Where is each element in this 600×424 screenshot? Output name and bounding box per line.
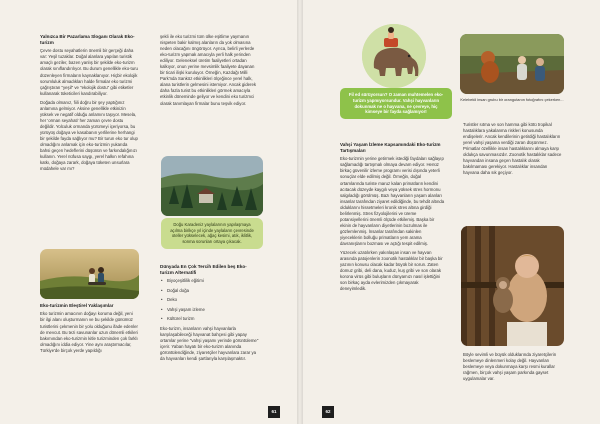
- paragraph: Böyle sevimli ve büyük olduklarında ziyaretçilerin beslemeye dinlenmeri kolay değil. Hayvanları beslemeye veya dokunmaya karşı resmi kurallar rağmen, birçok vahşi yaşam parkında gayset uygulamalar var.: [463, 352, 557, 382]
- right-column-1: [340, 142, 445, 295]
- left-column-1-bottom: [40, 303, 138, 357]
- list-item: • Biyoçeşitlilik eğitimi: [160, 278, 260, 284]
- section-heading: Vahşi Yaşam İzleme Kapsamındaki Eko-turizm Tartışmaları: [340, 142, 441, 153]
- section-heading: Yalnızca Bir Pazarlama Sloganı Olarak Eko-turizm: [40, 34, 135, 45]
- elephant-illustration: [362, 24, 426, 88]
- paragraph: Turistler sıtma ve son hamma gibi kötü tropikal hastalıklara yakalanma riskleri konusunda endişelerir. Ancak kendilerinin getirdiği hastalıkların yerel vahşi yaşama verdiği zaran düşünmez. Primatlar özellikle insan hastalıklarını almaya karşı oldukça savunmasızdır. Zoonotik hastalıklar sadece hayvandan insana geçen hastalık olarak bakılmaması gerekiyor. Hastalıklar insandan hayvana daha sık geçiyor.: [463, 122, 562, 176]
- paragraph: Eko-turizmin yerine getirmek istediği faydaları sağlayıp sağlamadığı tartışmalı olmaya devam ediyor. Henüz birkaç güvenilir izleme programı verisi dışında yeterli sonuçlar elde edilmiş değil. Örneğin, doğal ortamlarında turiste maruz kalan primatların kendini acıtacak düzeyde kaygılı veya yüksek stres hormonu salgıladığı görülmüş. Bazı hayvanların yaşam alanları insanlar tarafından ziyaret edildiğinde, bu tehdit altında olduklarını hissetmeleri kronik stres altına girdiği belirlenmiş. Stres fizyolojilerini ve üreme potansiyellerini önemli ölçüde etkilemiş. Başka bir ekinin de hayvanların diyetlerinin bozulmas ile gözlemlenmiş. İnsanlar tarafından sakinlen yiyeceklerin bolluğu primatların yem arama davranışlarını bozması ve açtığı tespit edilmiş.: [340, 156, 445, 246]
- paragraph: Eko turizmin amacının doğayı koruma değil, yeni bir ilgi alanı oluşturmanın ve bu şekilde günümüz turistlerini çekmenin bir yolu olduğunu ifade edenler de mevcut. Bu tezi savunanlar uzun dönemli etkileri bakımından eko-turizmin kitle turizminden çok farklı olmadığını iddia ediyor. Yine aynı araştırmacılar, Türkiye'de birçok yerde yapıldığı: [40, 311, 138, 353]
- tourist-monkey-photo: [461, 226, 564, 346]
- list-item: • Kültürel turizm: [160, 316, 260, 322]
- paragraph: Doğada olmanız, fiili doğru bir şey yaptığınız anlamına gelmiyor. Aksine genellikle etkinizin yüksek ve negatif olduğu anlamını taşıyor. Mesela, her 'orman seyahati' her zaman çevre dostu değildir. Yolculuk ormanda yürümeyi içeriyorsa, bu yürüyüş doğaya ve kasabanın yerlilerine herhangi bir şekilde fayda sağlıyor mu? Bir turun eko tur olup olmadığını anlamak için eko-turizmin yukarıda bahsi geçen hedeflerini düşünün ve farkındalığınızı kullanın. Yerel nüfusa saygı, yerel halkın refahına katkı, doğaya zarark, doğaya tüketen unsurlara müdahele var mı?: [40, 99, 138, 172]
- paragraph: Eko-turizm, insanların vahşi hayvanlarla karşılaşabileceği hayvanat bahçesi gibi yapay ortamlar yerine "vahşi yaşamı yerinde görüntüleme" içerir. Yaban hayatı bir eko-turizm alanında görüntülendiğinde, ziyaretçiler hayvanlara zarar ya da hayvanları kendi şartlarıyla karşılaşmaktır.: [160, 325, 259, 361]
- right-page: [300, 0, 600, 424]
- paragraph: şekli ile eko turizmi tüm ülke eşitlime yaymanın nispeten bakir kalmış alanların da yok olmasına neden olacağını öngörüyor. Ayrıca, belirli yerlerde eko-turizm yapmak amacıyla yerli halk yerinden ediliyor. Geleneksel üretim faaliyetleri ortadan kalkıyor, onun yerine mevsimlik faaliyete dayanan bir ticari ilişki kuruluyor. Örneğin, Kazdağı Milli Park'nda Sanköz etkinlikleri ölçeğince yerel halk, alana turistlerin gelmesini istemiyor. Ancak giderek daha fazla turist bu etkinlikleri görmek amacıyla etkinlik döneminde geliyor ve kendini eko turizmci olarak tanımlayan firmalar bunu teşvik ediyor.: [160, 34, 257, 106]
- ecotourism-alternatives-list: [160, 278, 260, 322]
- elephant-warning-box: Fil ed sürüyorsun? O zaman muhtemelen eko-turizm yapmıyorsundur. Vahşi hayvanların dokunmak ne o hayvana, ne çevreye, hiç kimseye bir fayda sağlamıyor!: [340, 88, 452, 119]
- paragraph: Yüzecek uzatılırken yakınlaşan insan ve hayvan arasında patojenlerin zoonotik hastalıklar bir başka bir yazının konusu olacak kadar büyük bir sorun. Zaten domuz gribi, deli dana, kuduz, kuş gribi ve son olarak korona virüs gibi buluşların dünyamızı nasıl işlettiğini son birkaç ayda evlerimizden çıkmayarak deneyimledik.: [340, 250, 443, 292]
- orangutan-caption: Kelebekli insan grubu bir orangutanın fotoğrafını çekerken...: [460, 97, 564, 102]
- list-item: • Deko: [160, 297, 260, 303]
- couple-on-hill-photo: [40, 249, 139, 299]
- paragraph: Çevre dostu seyahatlerin önemli bir gerçeği daha var: Yeşil tuzaklar. Doğal alanlara yapılan turistik amaçlı geziler, bazen yanlış bir şekilde eko-turizm olarak sınıflandırılıyor. Bu durum genellikle eko-turu düzenleyen firmaların kaynaklanıyor. Hiçbir ekolojik sorumluluk almadıkları halde firmalar eko turizmi çağrıştıran "yeşil" ve "ekolojik dostu" gibi etiketler kullanarak tüketicileri kandırabiliyor.: [40, 48, 138, 96]
- page-number: 62: [322, 406, 334, 418]
- left-column-1: [40, 34, 138, 175]
- orangutan-photo: [460, 34, 564, 94]
- page-number: 61: [268, 406, 280, 418]
- highland-forest-photo: [161, 156, 263, 216]
- list-item: • Doğal doğa: [160, 288, 260, 294]
- right-column-2-bottom: [463, 352, 563, 385]
- right-column-2: [463, 122, 563, 179]
- section-heading: Dünyada En Çok Tercih Edilen beş Eko-turizm Alternatifi: [160, 264, 247, 275]
- page-gutter: [297, 0, 303, 424]
- left-column-2: [160, 34, 260, 110]
- left-column-2-bottom: [160, 264, 260, 365]
- highland-callout: Doğu Karadeniz yaylalarının yapılaşmaya açılma birikçe yıl içinde yaylaların çevresinde oteller yükselecek, ağaç kesimi, atık, iklitlik, sonma sorunları ortaya çıkacak.: [161, 218, 263, 249]
- section-heading: Eko-turizmin Eleştirel Yaklaşımlar: [40, 303, 114, 308]
- list-item: • Vahşi yaşam izleme: [160, 307, 260, 313]
